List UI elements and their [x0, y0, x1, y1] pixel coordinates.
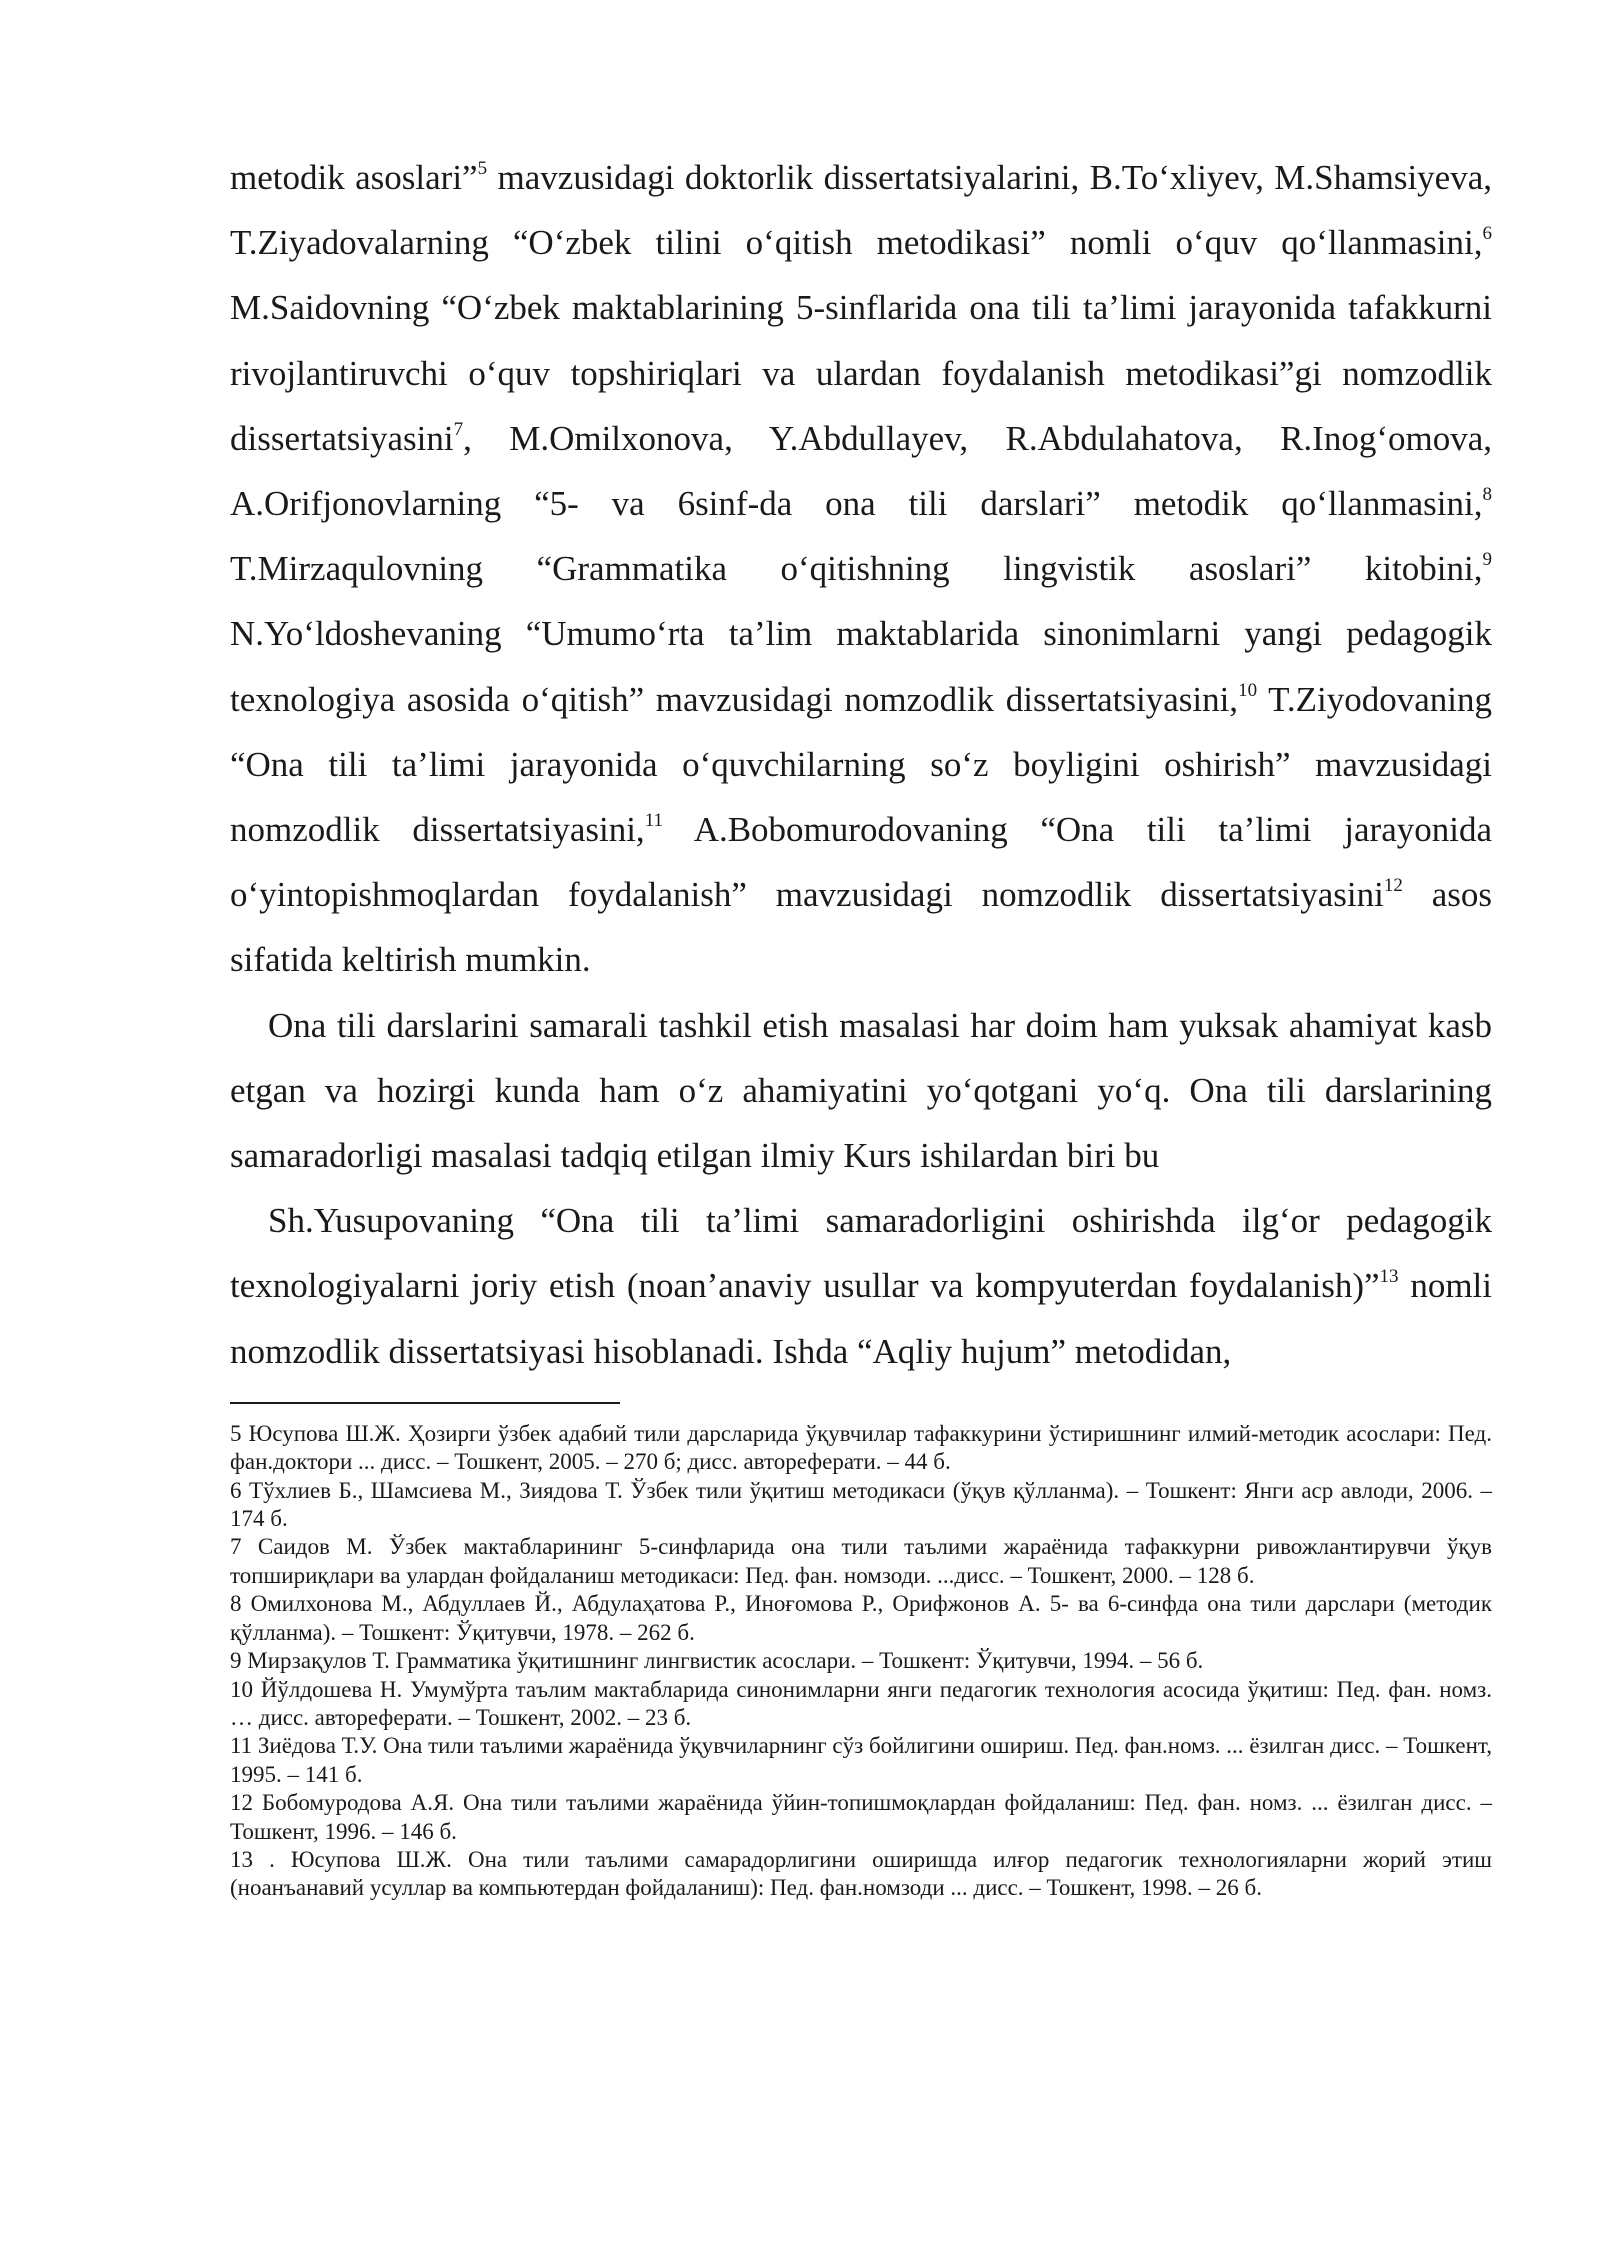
- body-text: [230, 145, 1492, 1384]
- footnote-11: 11 Зиёдова Т.У. Она тили таълими жараёнида ўқувчиларнинг сўз бойлигини ошириш. Пед. фан.номз. ... ёзилган дисс. – Тошкент, 1995. – 141 б.: [230, 1733, 1492, 1787]
- footnote-ref-10[interactable]: 10: [1238, 679, 1258, 701]
- footnote-12: 12 Бобомуродова А.Я. Она тили таълими жараёнида ўйин-топишмоқлардан фойдаланиш: Пед. фан. номз. ... ёзилган дисс. – Тошкент, 1996. – 146 б.: [230, 1790, 1492, 1844]
- footnote-ref-8[interactable]: 8: [1482, 484, 1492, 506]
- footnote-ref-12[interactable]: 12: [1383, 875, 1403, 897]
- footnote-10: 10 Йўлдошева Н. Умумўрта таълим мактабларида синонимларни янги педагогик технология асосида ўқитиш: Пед. фан. номз. … дисс. автореферати. – Тошкент, 2002. – 23 б.: [230, 1676, 1492, 1730]
- footnote-13: 13 . Юсупова Ш.Ж. Она тили таълими самарадорлигини оширишда илғор педагогик технологияларни жорий этиш (ноанъанавий усуллар ва компьютердан фойдаланиш): Пед. фан.номзоди ... дисс. – Тошкент, 1998. – 26 б.: [230, 1846, 1492, 1901]
- footnote-ref-13[interactable]: 13: [1379, 1266, 1399, 1288]
- footnote-ref-11[interactable]: 11: [644, 810, 663, 832]
- footnotes: [230, 1420, 1492, 1903]
- paragraph-1: metodik asoslari”$^5$ mavzusidagi doktorlik dissertatsiyalarini, B.To‘xliyev, M.Shamsiyeva, T.Ziyadovalarning “O‘zbek tilini o‘qitish metodikasi” nomli o‘quv qo‘llanmasini,$^6$ M.Saidovning “O‘zbek maktablarining 5-sinflarida ona tili ta’limi jarayonida tafakkurni rivojlantiruvchi o‘quv topshiriqlari va ulardan foydalanish metodikasi”gi nomzodlik dissertatsiyasini$^7$, M.Omilxonova, Y.Abdullayev, R.Abdulahatova, R.Inog‘omova, A.Orifjonovlarning “5- va 6sinf-da ona tili darslari” metodik qo‘llanmasini,$^8$ T.Mirzaqulovning “Grammatika o‘qitishning lingvistik asoslari” kitobini,$^9$ N.Yo‘ldoshevaning “Umumo‘rta ta’lim maktablarida sinonimlarni yangi pedagogik texnologiya asosida o‘qitish” mavzusidagi nomzodlik dissertatsiyasini,$^{10}$ T.Ziyodovaning “Ona tili ta’limi jarayonida o‘quvchilarning so‘z boyligini oshirish” mavzusidagi nomzodlik dissertatsiyasini,$^{11}$ A.Bobomurodovaning “Ona tili ta’limi jarayonida o‘yintopishmoqlardan foydalanish” mavzusidagi nomzodlik dissertatsiyasini$^{12}$ asos sifatida keltirish mumkin.: [230, 158, 1493, 980]
- footnote-separator: [230, 1402, 620, 1404]
- footnote-ref-6[interactable]: 6: [1482, 223, 1492, 245]
- footnote-7: 7 Саидов М. Ўзбек мактабларининг 5-синфларида она тили таълими жараёнида тафаккурни ривожлантирувчи ўқув топшириқлари ва улардан фойдаланиш методикаси: Пед. фан. номзоди. ...дисс. – Тошкент, 2000. – 128 б.: [230, 1534, 1492, 1588]
- footnote-ref-7[interactable]: 7: [453, 418, 464, 440]
- footnote-ref-5[interactable]: 5: [477, 158, 488, 179]
- document-page: [230, 145, 1492, 1903]
- paragraph-3: Sh.Yusupovaning “Ona tili ta’limi samaradorligini oshirishda ilg‘or pedagogik texnologiyalarni joriy etish (noan’anaviy usullar va kompyuterdan foydalanish)”$^{13}$ nomli nomzodlik dissertatsiyasi hisoblanadi. Ishda “Aqliy hujum” metodidan,: [230, 1201, 1492, 1371]
- footnote-9: 9 Мирзақулов Т. Грамматика ўқитишнинг лингвистик асослари. – Тошкент: Ўқитувчи, 1994. – 56 б.: [230, 1648, 1204, 1674]
- footnote-ref-9[interactable]: 9: [1482, 549, 1492, 571]
- paragraph-2: Ona tili darslarini samarali tashkil etish masalasi har doim ham yuksak ahamiyat kasb etgan va hozirgi kunda ham o‘z ahamiyatini yo‘qotgani yo‘q. Ona tili darslarining samaradorligi masalasi tadqiq etilgan ilmiy Kurs ishilardan biri bu: [230, 1005, 1492, 1176]
- footnote-6: 6 Тўхлиев Б., Шамсиева М., Зиядова Т. Ўзбек тили ўқитиш методикаси (ўқув қўлланма). – Тошкент: Янги аср авлоди, 2006. – 174 б.: [230, 1477, 1492, 1532]
- footnote-5: 5 Юсупова Ш.Ж. Ҳозирги ўзбек адабий тили дарсларида ўқувчилар тафаккурини ўстиришнинг илмий-методик асослари: Пед. фан.доктори ... дисс. – Тошкент, 2005. – 270 б; дисс. автореферати. – 44 б.: [230, 1420, 1492, 1475]
- footnote-8: 8 Омилхонова М., Абдуллаев Й., Абдулаҳатова Р., Иноғомова Р., Орифжонов А. 5- ва 6-синфда она тили дарслари (методик қўлланма). – Тошкент: Ўқитувчи, 1978. – 262 б.: [230, 1591, 1492, 1645]
